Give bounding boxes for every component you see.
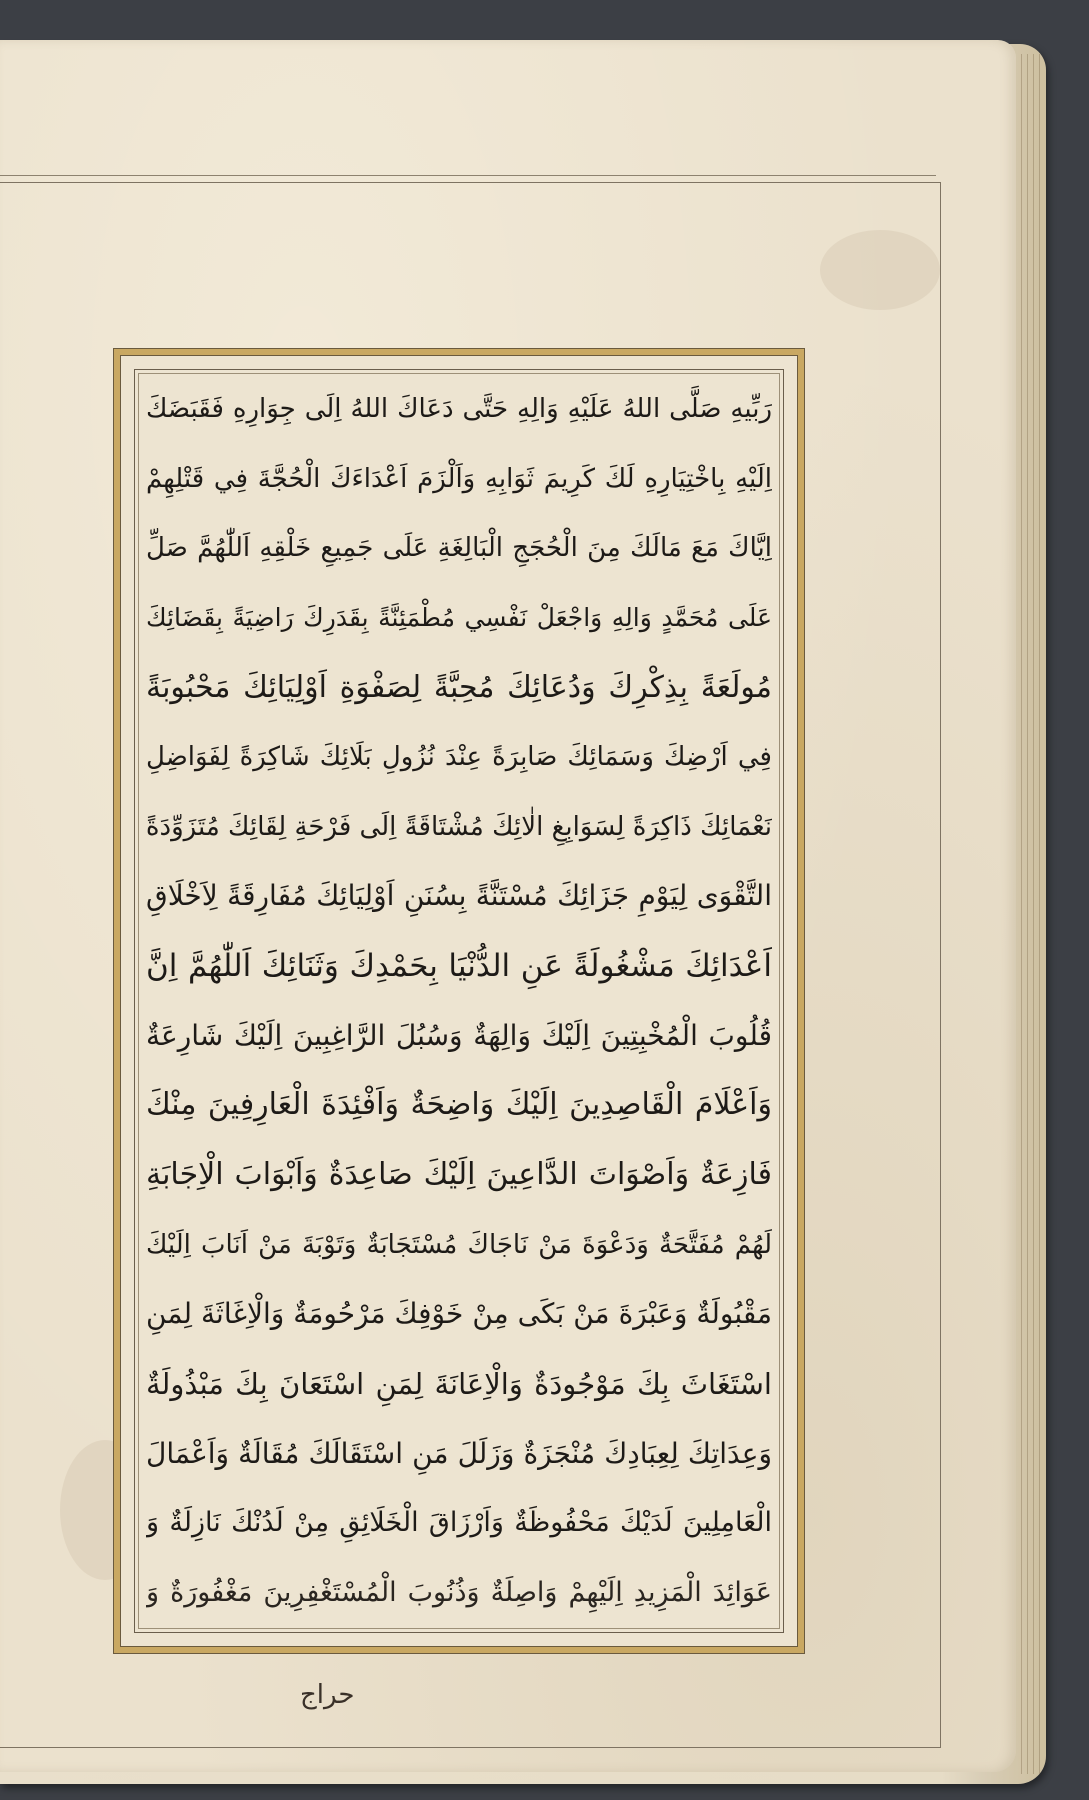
text-line: عَوَائِدَ الْمَزِيدِ اِلَيْهِمْ وَاصِلَةٌ وَذُنُوبَ الْمُسْتَغْفِرِينَ مَغْفُورَةٌ وَ: [146, 1576, 772, 1608]
text-line: فَازِعَةٌ وَاَصْوَاتَ الدَّاعِينَ اِلَيْكَ صَاعِدَةٌ وَاَبْوَابَ الْاِجَابَةِ: [146, 1157, 772, 1193]
text-frame: [114, 349, 804, 1653]
text-line: رَبِّيهِ صَلَّى اللهُ عَلَيْهِ وَالِهِ حَتَّى دَعَاكَ اللهُ اِلَى جِوَارِهِ فَقَبَضَكَ: [146, 394, 772, 424]
text-line: مُولَعَةً بِذِكْرِكَ وَدُعَائِكَ مُحِبَّةً لِصَفْوَةِ اَوْلِيَائِكَ مَحْبُوبَةً: [146, 669, 772, 705]
text-line: عَلَى مُحَمَّدٍ وَالِهِ وَاجْعَلْ نَفْسِي مُطْمَئِنَّةً بِقَدَرِكَ رَاضِيَةً بِقَضَائِكَ: [146, 602, 772, 632]
text-line: اسْتَغَاثَ بِكَ مَوْجُودَةٌ وَالْاِعَانَةَ لِمَنِ اسْتَعَانَ بِكَ مَبْذُولَةٌ: [146, 1366, 772, 1401]
text-line: قُلُوبَ الْمُخْبِتِينَ اِلَيْكَ وَالِهَةٌ وَسُبُلَ الرَّاغِبِينَ اِلَيْكَ شَارِعَةٌ: [146, 1018, 772, 1052]
text-line: نَعْمَائِكَ ذَاكِرَةً لِسَوَابِغِ الٰائِكَ مُشْتَاقَةً اِلَى فَرْحَةِ لِقَائِكَ مُتَزَوِّدَةً: [146, 811, 772, 842]
manuscript-page: [0, 40, 1016, 1772]
text-line: اِلَيْهِ بِاخْتِيَارِهِ لَكَ كَرِيمَ ثَوَابِهِ وَاَلْزَمَ اَعْدَاءَكَ الْحُجَّةَ فِي قَتْلِهِمْ: [146, 463, 772, 494]
text-line: وَاَعْلَامَ الْقَاصِدِينَ اِلَيْكَ وَاضِحَةٌ وَاَفْئِدَةَ الْعَارِفِينَ مِنْكَ: [146, 1087, 772, 1123]
text-line: الْعَامِلِينَ لَدَيْكَ مَحْفُوظَةٌ وَاَرْزَاقَ الْخَلَائِقِ مِنْ لَدُنْكَ نَازِلَةٌ وَ: [146, 1507, 772, 1539]
text-line: اَعْدَائِكَ مَشْغُولَةً عَنِ الدُّنْيَا بِحَمْدِكَ وَثَنَائِكَ اَللّٰهُمَّ اِنَّ: [146, 948, 772, 985]
text-block: [146, 383, 772, 1625]
text-line: لَهُمْ مُفَتَّحَةٌ وَدَعْوَةَ مَنْ نَاجَاكَ مُسْتَجَابَةٌ وَتَوْبَةَ مَنْ اَنَابَ اِلَيْكَ: [146, 1229, 772, 1260]
text-line: مَقْبُولَةٌ وَعَبْرَةَ مَنْ بَكَى مِنْ خَوْفِكَ مَرْحُومَةٌ وَالْاِغَاثَةَ لِمَنِ: [146, 1297, 772, 1331]
foliation-mark: حراج: [300, 1680, 355, 1710]
text-line: اِيَّاكَ مَعَ مَالَكَ مِنَ الْحُجَجِ الْبَالِغَةِ عَلَى جَمِيعِ خَلْقِهِ اَللّٰهُمَّ صَلِّ: [146, 533, 772, 564]
text-line: وَعِدَاتِكَ لِعِبَادِكَ مُنْجَزَةٌ وَزَلَلَ مَنِ اسْتَقَالَكَ مُقَالَةٌ وَاَعْمَالَ: [146, 1436, 772, 1470]
text-line: فِي اَرْضِكَ وَسَمَائِكَ صَابِرَةً عِنْدَ نُزُولِ بَلَائِكَ شَاكِرَةً لِفَوَاضِلِ: [146, 742, 772, 773]
text-line: التَّقْوَى لِيَوْمِ جَزَائِكَ مُسْتَنَّةً بِسُنَنِ اَوْلِيَائِكَ مُفَارِقَةً لِاَخْلَاقِ: [146, 879, 772, 913]
